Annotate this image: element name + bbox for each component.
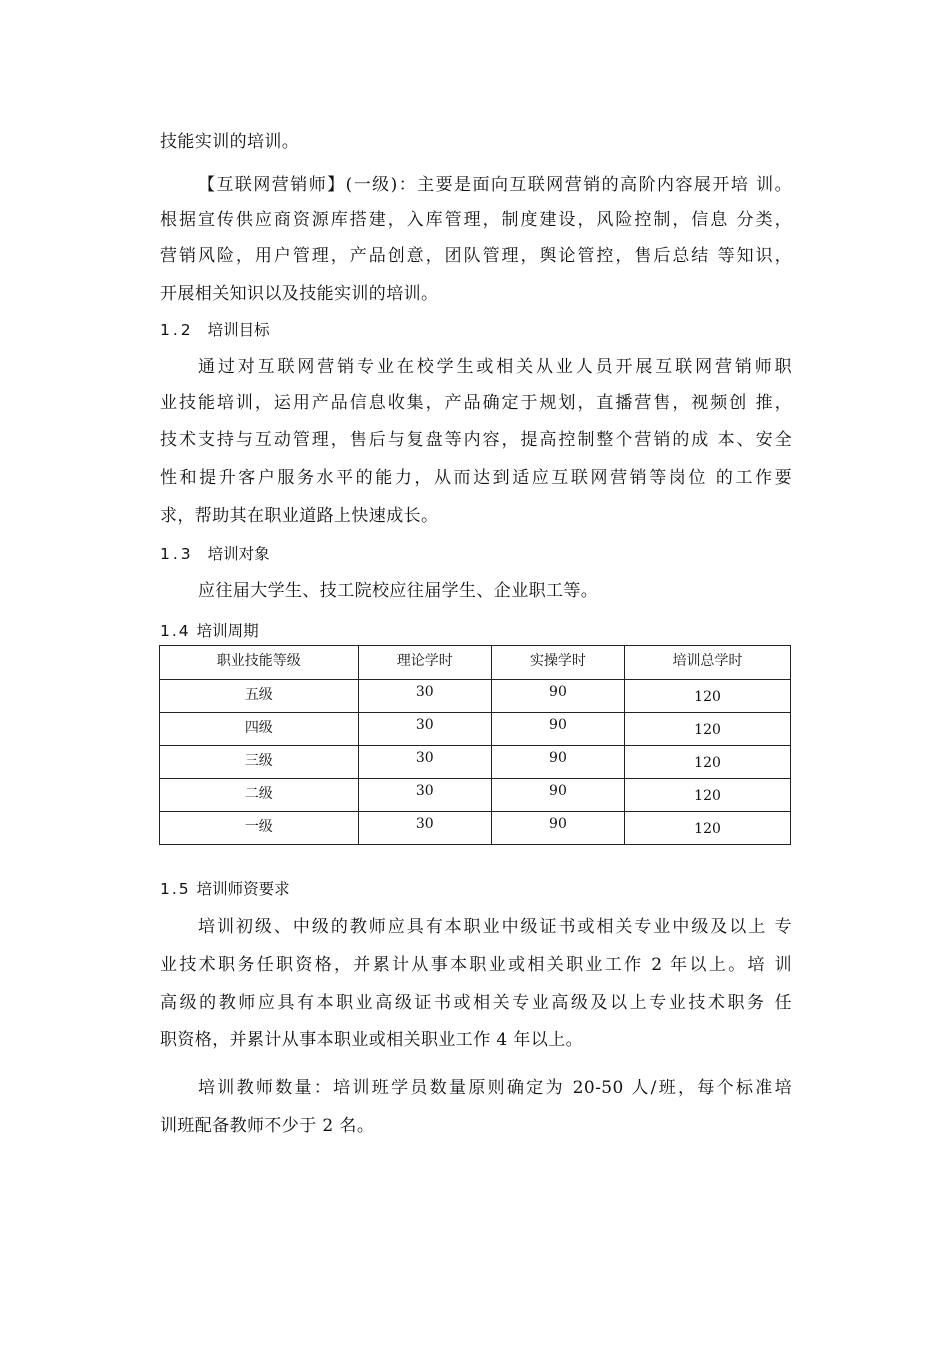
- paragraph-goal-line: 业技能培训，运用产品信息收集，产品确定于规划，直播营售，视频创 推，: [160, 393, 792, 413]
- paragraph-teacher-line: 业技术职务任职资格，并累计从事本职业或相关职业工作 2 年以上。培 训: [160, 955, 792, 975]
- section-heading-1-3: [160, 544, 270, 564]
- table-row: [160, 746, 791, 779]
- section-title: 培训对象: [207, 545, 270, 563]
- paragraph-goal-line: 性和提升客户服务水平的能力，从而达到适应互联网营销等岗位 的工作要: [160, 468, 792, 488]
- table-header-cell: 职业技能等级: [160, 646, 359, 680]
- table-row: [160, 680, 791, 713]
- table-cell: 90: [491, 779, 624, 812]
- section-title: 培训周期: [196, 622, 259, 640]
- table-header-cell: 培训总学时: [625, 646, 791, 680]
- section-heading-1-4: [160, 621, 259, 641]
- paragraph-teacher-count-line: 训班配备教师不少于 2 名。: [160, 1116, 375, 1136]
- table-header-cell: 理论学时: [358, 646, 491, 680]
- section-heading-1-2: [160, 320, 270, 340]
- table-cell: 120: [625, 812, 791, 845]
- paragraph-level1-line: 开展相关知识以及技能实训的培训。: [160, 284, 439, 304]
- table-cell: 30: [358, 713, 491, 746]
- paragraph-teacher-line: 高级的教师应具有本职业高级证书或相关专业高级及以上专业技术职务 任: [160, 993, 792, 1013]
- section-number: 1.3: [160, 545, 194, 563]
- table-cell: 90: [491, 680, 624, 713]
- table-cell: 30: [358, 680, 491, 713]
- table-cell: 90: [491, 746, 624, 779]
- section-title: 培训师资要求: [196, 880, 290, 898]
- paragraph-teacher-count-line: 培训教师数量：培训班学员数量原则确定为 20-50 人/班，每个标准培: [198, 1078, 792, 1098]
- paragraph-teacher-line: 职资格，并累计从事本职业或相关职业工作 4 年以上。: [160, 1030, 584, 1050]
- table-cell: 二级: [160, 779, 359, 812]
- table-cell: 120: [625, 680, 791, 713]
- paragraph-carryover-line: 技能实训的培训。: [160, 132, 300, 152]
- table-row: [160, 713, 791, 746]
- table-header-row: [160, 646, 791, 680]
- table-row: [160, 812, 791, 845]
- table-cell: 120: [625, 746, 791, 779]
- table-cell: 五级: [160, 680, 359, 713]
- table-row: [160, 779, 791, 812]
- paragraph-goal-line: 技术支持与互动管理，售后与复盘等内容，提高控制整个营销的成 本、安全: [160, 430, 792, 450]
- table-cell: 一级: [160, 812, 359, 845]
- section-number: 1.4: [160, 622, 191, 640]
- paragraph-level1-line: 【互联网营销师】(一级)：主要是面向互联网营销的高阶内容展开培 训。: [198, 175, 792, 195]
- table-cell: 三级: [160, 746, 359, 779]
- section-number: 1.2: [160, 321, 194, 339]
- paragraph-level1-line: 营销风险，用户管理，产品创意，团队管理，舆论管控，售后总结 等知识，: [160, 246, 792, 266]
- paragraph-target-line: 应往届大学生、技工院校应往届学生、企业职工等。: [198, 581, 599, 601]
- table-cell: 90: [491, 812, 624, 845]
- paragraph-teacher-line: 培训初级、中级的教师应具有本职业中级证书或相关专业中级及以上 专: [198, 917, 792, 937]
- section-number: 1.5: [160, 880, 191, 898]
- table-cell: 120: [625, 713, 791, 746]
- paragraph-goal-line: 通过对互联网营销专业在校学生或相关从业人员开展互联网营销师职: [198, 357, 792, 377]
- table-cell: 90: [491, 713, 624, 746]
- table-cell: 30: [358, 812, 491, 845]
- section-title: 培训目标: [207, 321, 270, 339]
- paragraph-goal-line: 求，帮助其在职业道路上快速成长。: [160, 506, 439, 526]
- table-cell: 120: [625, 779, 791, 812]
- paragraph-level1-line: 根据宣传供应商资源库搭建，入库管理，制度建设，风险控制，信息 分类，: [160, 210, 792, 230]
- table-cell: 30: [358, 779, 491, 812]
- table-cell: 30: [358, 746, 491, 779]
- table-cell: 四级: [160, 713, 359, 746]
- section-heading-1-5: [160, 879, 290, 899]
- training-period-table: [159, 645, 791, 845]
- table-header-cell: 实操学时: [491, 646, 624, 680]
